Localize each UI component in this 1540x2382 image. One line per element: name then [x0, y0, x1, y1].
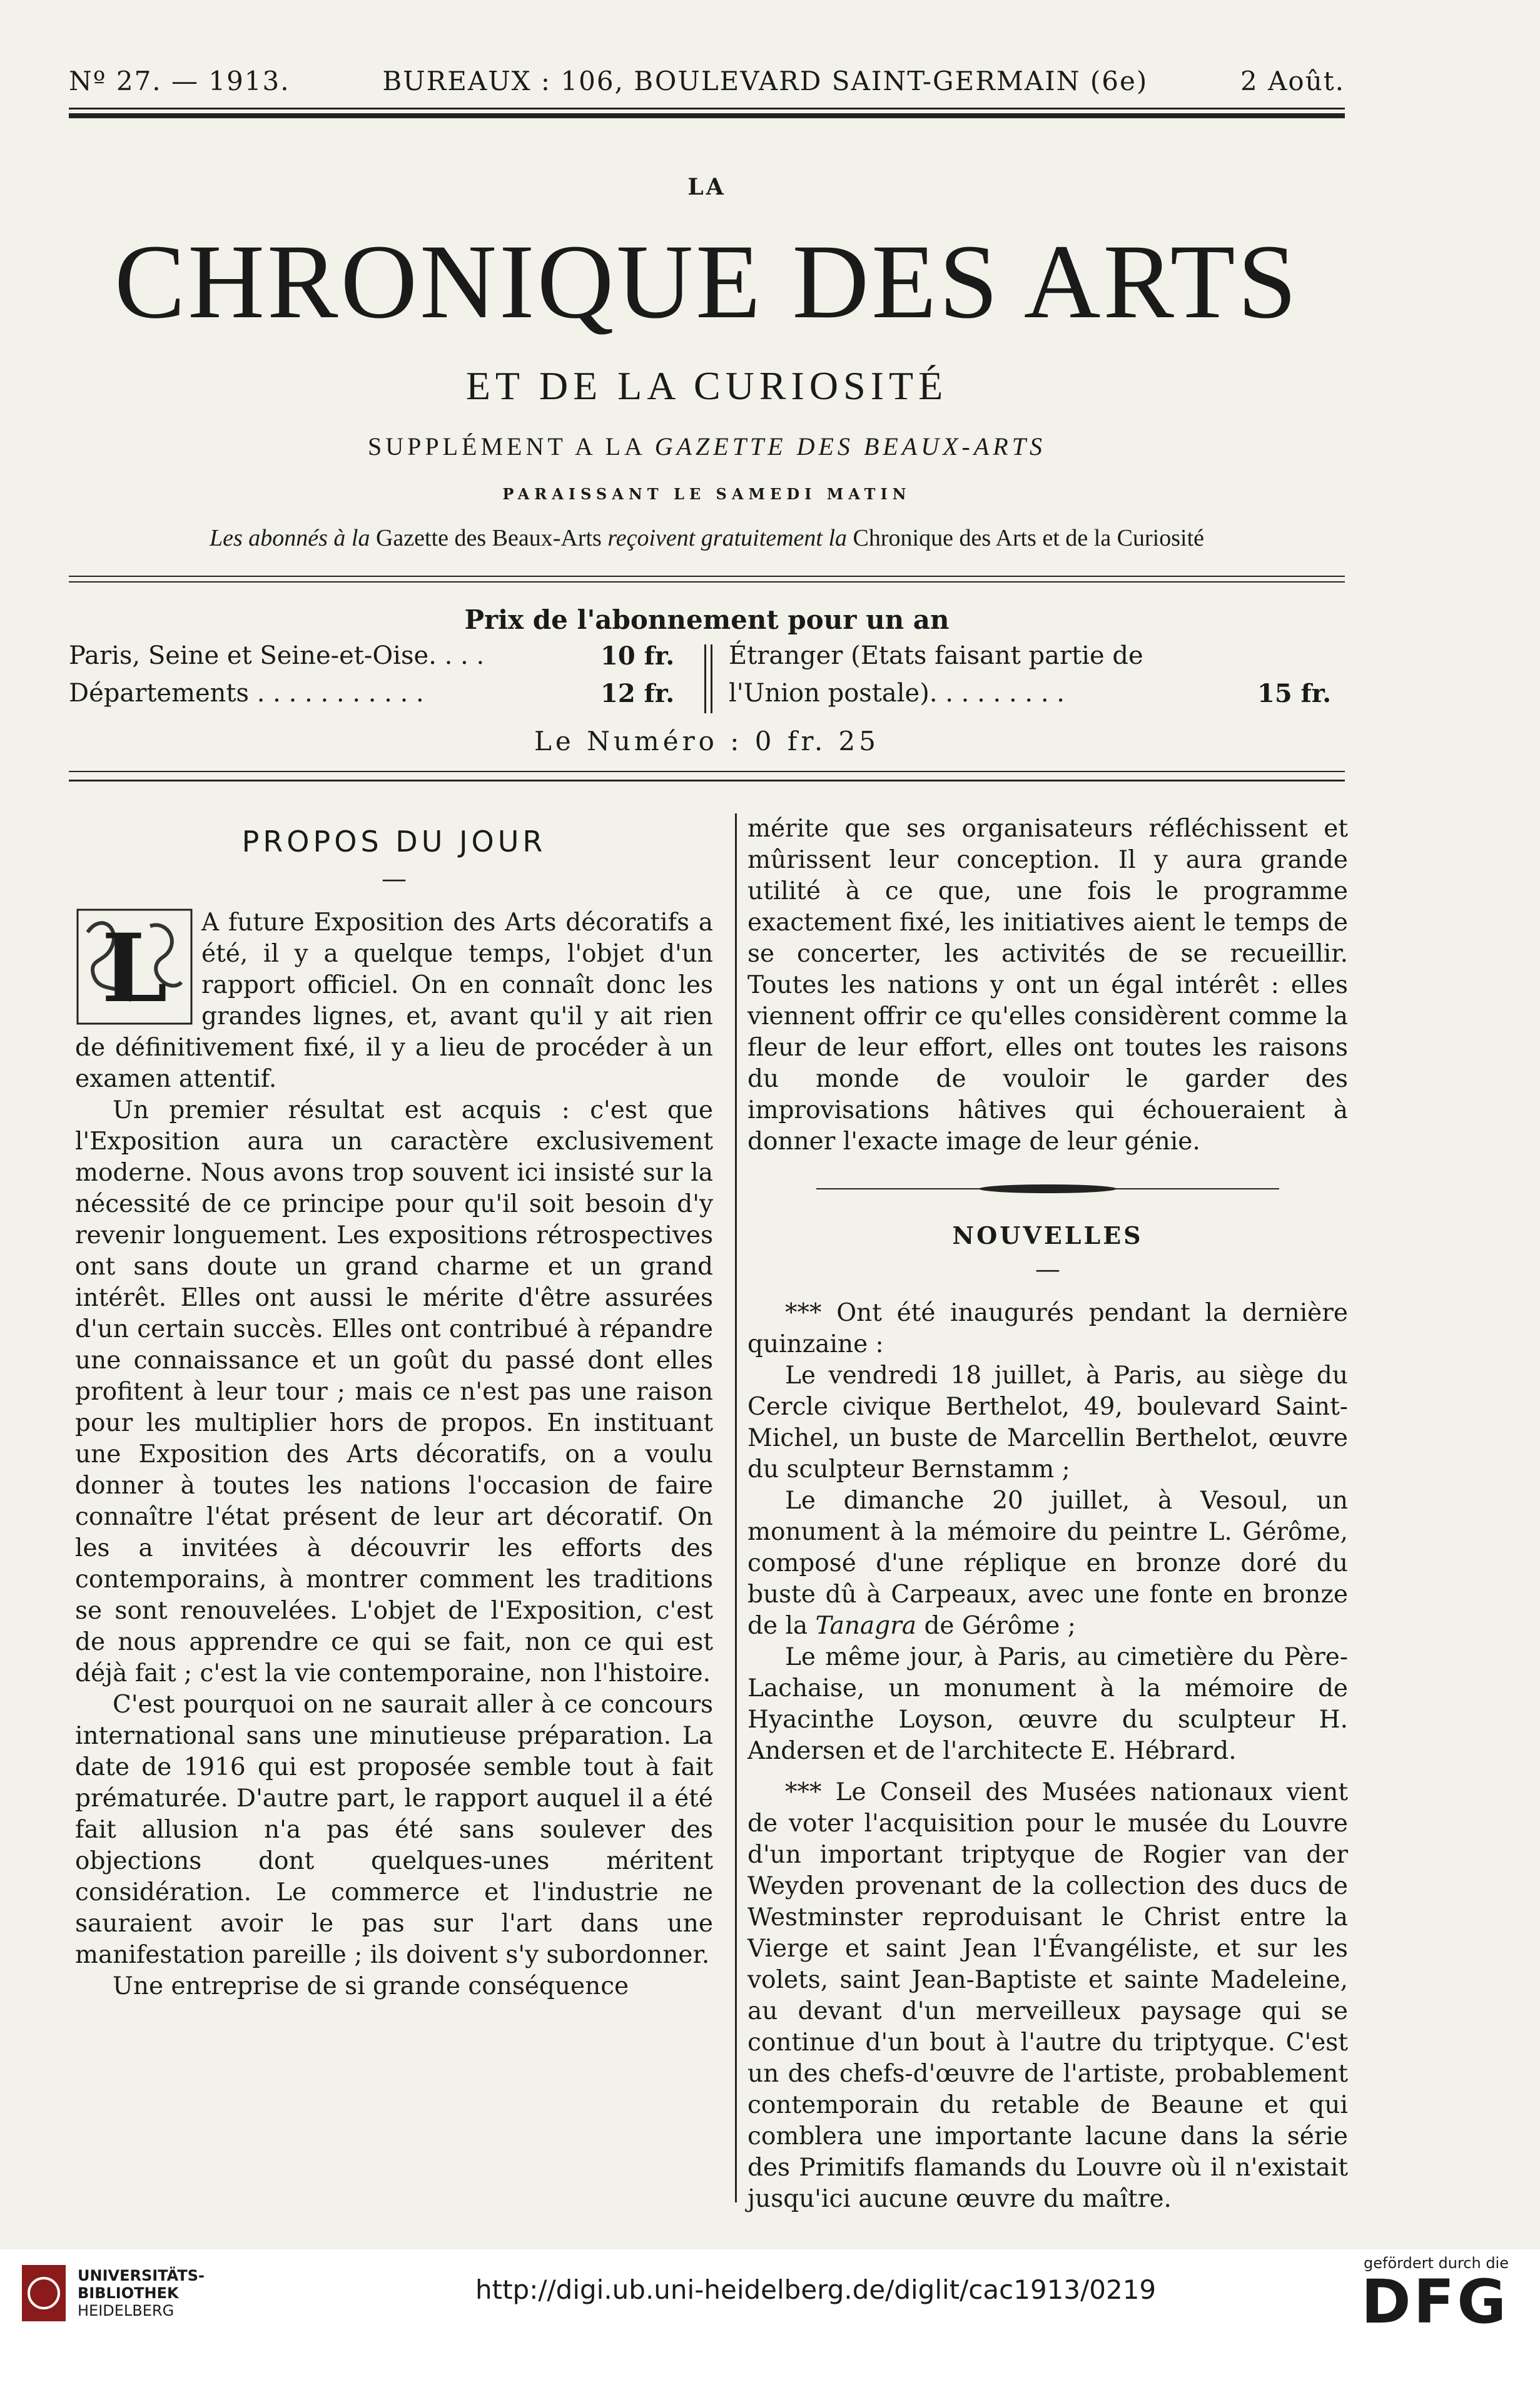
- nouvelles-heading: NOUVELLES: [952, 1221, 1143, 1250]
- footer-bar: [0, 2249, 1540, 2382]
- subscription-title: Prix de l'abonnement pour un an: [464, 604, 950, 635]
- dfg-logo: gefördert durch die DFG: [1360, 2254, 1509, 2337]
- issue-number: Nº 27. — 1913.: [69, 66, 290, 96]
- rule-2: [69, 581, 1345, 583]
- nouvelles-dash: —: [1035, 1255, 1060, 1284]
- masthead-title: CHRONIQUE DES ARTS: [114, 223, 1300, 340]
- library-logo: UNIVERSITÄTS- BIBLIOTHEK HEIDELBERG: [19, 2262, 205, 2324]
- publication-day: PARAISSANT LE SAMEDI MATIN: [502, 485, 911, 503]
- subscription-divider-a: [704, 644, 706, 713]
- subscribers-note: Les abonnés à la Gazette des Beaux-Arts reçoivent gratuitement la Chronique des Arts et de la Curiosité: [209, 525, 1205, 551]
- section-ornament-icon: [747, 1170, 1348, 1208]
- gazette-name: GAZETTE DES BEAUX-ARTS: [654, 432, 1046, 461]
- rule-4: [69, 780, 1345, 781]
- etranger-label: Étranger (Etats faisant partie de: [729, 641, 1143, 670]
- top-rule: [69, 108, 1345, 109]
- news-item-2: Le vendredi 18 juillet, à Paris, au siège du Cercle civique Berthelot, 49, boulevard Saint-Michel, un buste de Marcellin Berthelot, œuvre du sculpteur Bernstamm ;: [747, 1362, 1348, 1484]
- top-rule-thick: [69, 113, 1345, 118]
- left-column: [75, 826, 713, 2002]
- rule-3: [69, 771, 1345, 772]
- propos-paragraph-2: Un premier résultat est acquis : c'est que l'Exposition aura un caractère exclusivement moderne. Nous avons trop souvent ici insisté sur la nécessité de ce principe pour qu'il soit besoin d'y revenir longuement. Les expositions rétrospectives ont sans doute un grand charme et un grand intérêt. Elles ont aussi le mérite d'être assurées d'un certain succès. Elles ont contribué à répandre une connaissance et un goût du passé dont elles profitent à leur tour ; mais ce n'est pas une raison pour les multiplier hors de propos. En instituant une Exposition des Arts décoratifs, on a voulu donner à toutes les nations l'occasion de faire connaître l'état présent de leur art décoratif. On les a invitées à découvrir les efforts des contemporains, à montrer comment les traditions se sont renouvelées. L'objet de l'Exposition, c'est de nous apprendre ce qui se fait, non ce qui est déjà fait ; c'est la vie contemporaine, non l'histoire.: [75, 1096, 713, 1687]
- propos-paragraph-3: C'est pourquoi on ne saurait aller à ce concours international sans une minutieuse préparation. La date de 1916 qui est proposée semble tout à fait prématurée. D'autre part, le rapport auquel il a été fait allusion n'a pas été sans soulever des objections dont quelques-unes méritent considération. Le commerce et l'industrie ne sauraient avoir le pas sur l'art dans une manifestation pareille ; ils doivent s'y subordonner.: [75, 1691, 713, 1969]
- departements-label: Départements . . . . . . . . . . .: [69, 679, 424, 708]
- issue-date: 2 Août.: [1240, 66, 1345, 96]
- ornamental-drop-cap-icon: [75, 907, 194, 1026]
- drop-cap-letter: L: [101, 914, 168, 1024]
- union-postale-label: l'Union postale). . . . . . . . .: [729, 679, 1065, 708]
- paris-price: 10 fr.: [600, 641, 675, 671]
- bureaux-address: BUREAUX : 106, BOULEVARD SAINT-GERMAIN (6e): [382, 66, 1148, 96]
- news-item-3: Le dimanche 20 juillet, à Vesoul, un monument à la mémoire du peintre L. Gérôme, composé d'une réplique en bronze doré du buste dû à Carpeaux, avec une fonte en bronze de la Tanagra de Gérôme ;: [747, 1487, 1348, 1640]
- top-line: [69, 66, 1345, 96]
- propos-paragraph-4: Une entreprise de si grande conséquence: [113, 1972, 629, 2000]
- column-divider: [735, 813, 737, 2202]
- tanagra-title: Tanagra: [815, 1612, 917, 1640]
- university-seal-icon: [19, 2262, 69, 2324]
- propos-dash: —: [382, 865, 407, 893]
- news-item-5: *** Le Conseil des Musées nationaux vient de voter l'acquisition pour le musée du Louvre d'un important triptyque de Rogier van der Weyden provenant de la collection des ducs de Westminster reproduisant le Christ entre la Vierge et saint Jean l'Évangéliste, et sur les volets, saint Jean-Baptiste et sainte Madeleine, au devant d'un merveilleux paysage qui se continue d'un bout à l'autre du triptyque. C'est un des chefs-d'œuvre de l'artiste, probablement contemporain du retable de Beaune et qui comblera une importante lacune dans la série des Primitifs flamands du Louvre où il n'existait jusqu'ici aucune œuvre du maître.: [747, 1778, 1348, 2213]
- propos-paragraph-1: A future Exposition des Arts décoratifs a été, il y a quelque temps, l'objet d'un rapport officiel. On en connaît donc les grandes lignes, et, avant qu'il y ait rien de définitivement fixé, il y a lieu de procéder à un examen attentif.: [75, 909, 713, 1093]
- news-item-1: *** Ont été inaugurés pendant la dernière quinzaine :: [747, 1299, 1348, 1358]
- masthead-la: LA: [687, 174, 726, 200]
- right-column: [747, 813, 1348, 2215]
- supplement-line: SUPPLÉMENT A LA GAZETTE DES BEAUX-ARTS: [368, 432, 1046, 461]
- rule-1: [69, 576, 1345, 577]
- propos-continuation: mérite que ses organisateurs réfléchissent et mûrissent leur conception. Il y aura grande utilité à ce que, une fois le programme exactement fixé, les initiatives aient le temps de se concerter, les activités de se recueillir. Toutes les nations y ont un égal intérêt : elles viennent offrir ce qu'elles considèrent comme la fleur de leur effort, elles ont toutes les raisons du monde de vouloir le garder des improvisations hâtives qui échoueraient à donner l'exacte image de leur génie.: [747, 815, 1348, 1156]
- news-item-4: Le même jour, à Paris, au cimetière du Père-Lachaise, un monument à la mémoire de Hyacinthe Loyson, œuvre du sculpteur H. Andersen et de l'architecte E. Hébrard.: [747, 1643, 1348, 1765]
- etranger-price: 15 fr.: [1257, 679, 1332, 708]
- departements-price: 12 fr.: [600, 679, 675, 708]
- masthead-subtitle: ET DE LA CURIOSITÉ: [465, 364, 948, 408]
- paris-label: Paris, Seine et Seine-et-Oise. . . .: [69, 641, 485, 670]
- propos-heading: PROPOS DU JOUR: [241, 825, 547, 858]
- source-url[interactable]: http://digi.ub.uni-heidelberg.de/diglit/cac1913/0219: [475, 2274, 1157, 2305]
- subscription-divider-b: [711, 644, 712, 713]
- single-issue-price: Le Numéro : 0 fr. 25: [534, 726, 880, 756]
